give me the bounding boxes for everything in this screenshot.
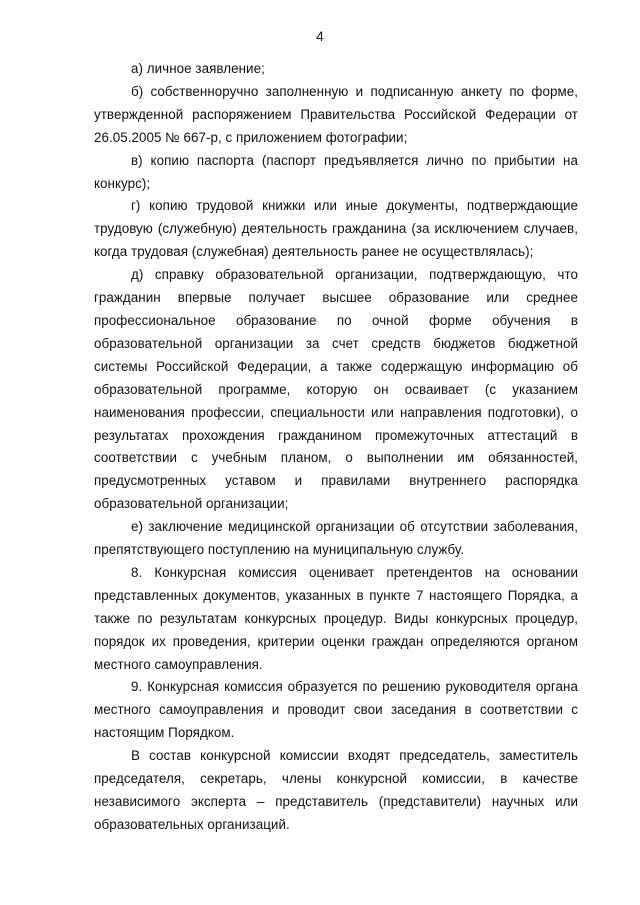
- paragraph-v-passport-copy: в) копию паспорта (паспорт предъявляется лично по прибытии на конкурс);: [94, 152, 578, 191]
- paragraph-g-employment-record: г) копию трудовой книжки или иные документы, подтверждающие трудовую (служебную) деятельность гражданина (за исключением случаев, когда трудовая (служебная) деятельность ранее не осуществлялась);: [94, 198, 578, 260]
- paragraph-d-education-certificate: д) справку образовательной организации, подтверждающую, что гражданин впервые получает высшее образование или среднее профессиональное образование по очной форме обучения в образовательной организации за счет средств бюджетов бюджетной системы Российской Федерации, а также содержащую информацию об образовательной программе, которую он осваивает (с указанием наименования профессии, специальности или направления подготовки), о результатах прохождения гражданином промежуточных аттестаций в соответствии с учебным планом, о выполнении им обязанностей, предусмотренных уставом и правилами внутреннего распорядка образовательной организации;: [94, 267, 578, 512]
- paragraph-9-commission-formation: 9. Конкурсная комиссия образуется по решению руководителя органа местного самоуправления и проводит свои заседания в соответствии с настоящим Порядком.: [94, 679, 578, 741]
- paragraph-8-commission-evaluation: 8. Конкурсная комиссия оценивает претендентов на основании представленных документов, указанных в пункте 7 настоящего Порядка, а также по результатам конкурсных процедур. Виды конкурсных процедур, порядок их проведения, критерии оценки граждан определяются органом местного самоуправления.: [94, 564, 578, 672]
- page-number: 4: [316, 29, 324, 44]
- paragraph-commission-composition: В состав конкурсной комиссии входят председатель, заместитель председателя, секретарь, члены конкурсной комиссии, в качестве независимого эксперта – представитель (представители) научных или образовательных организаций.: [94, 748, 578, 832]
- paragraph-b-questionnaire: б) собственноручно заполненную и подписанную анкету по форме, утвержденной распоряжением Правительства Российской Федерации от 26.05.2005 № 667-р, с приложением фотографии;: [94, 83, 578, 145]
- paragraph-e-medical-conclusion: е) заключение медицинской организации об отсутствии заболевания, препятствующего поступлению на муниципальную службу.: [94, 519, 578, 558]
- paragraph-a-personal-statement: а) личное заявление;: [131, 61, 265, 76]
- document-body: [94, 58, 578, 837]
